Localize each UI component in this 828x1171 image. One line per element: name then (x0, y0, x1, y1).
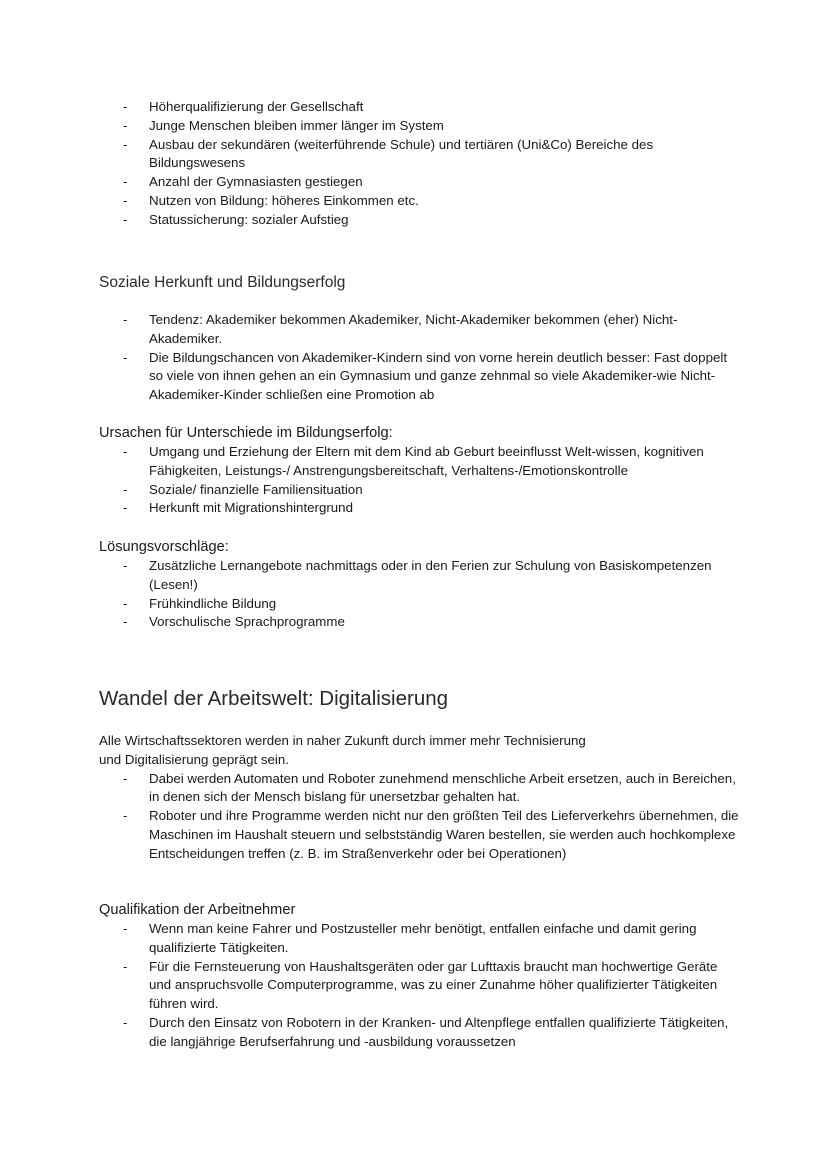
wandel-body (99, 732, 739, 864)
list-item: - Roboter und ihre Programme werden nicht nur den größten Teil des Lieferverkehrs übernehmen, die Maschinen im Haushalt steuern und selbstständig Waren bestellen, sie werden auch hochkomplexe Entscheidungen treffen (z. B. im Straßenverkehr oder bei Operationen) (99, 807, 739, 863)
list-item: - Umgang und Erziehung der Eltern mit dem Kind ab Geburt beeinflusst Welt-wissen, kognitiven Fähigkeiten, Leistungs-/ Anstrengungsbereitschaft, Verhaltens-/Emotionskontrolle (99, 443, 739, 481)
herkunft-list (99, 311, 739, 405)
list-item: - Frühkindliche Bildung (99, 595, 739, 614)
herkunft-section (99, 273, 739, 293)
loesungen-heading: Lösungsvorschläge: (99, 539, 229, 555)
ursachen-heading: Ursachen für Unterschiede im Bildungserfolg: (99, 425, 393, 441)
wandel-intro-line1: Alle Wirtschaftssektoren werden in naher Zukunft durch immer mehr Technisierung (99, 733, 586, 748)
intro-section (99, 98, 739, 230)
wandel-section (99, 686, 739, 712)
loesungen-section (99, 538, 739, 632)
ursachen-list (99, 443, 739, 518)
ursachen-section (99, 424, 739, 518)
list-item: - Herkunft mit Migrationshintergrund (99, 499, 739, 518)
herkunft-heading: Soziale Herkunft und Bildungserfolg (99, 274, 346, 291)
wandel-list (99, 770, 739, 864)
list-item: - Für die Fernsteuerung von Haushaltsgeräten oder gar Lufttaxis braucht man hochwertige Geräte und anspruchsvolle Computerprogramme, was zu einer Zunahme höher qualifizierter Tätigkeiten führen wird. (99, 958, 739, 1014)
intro-list (99, 98, 739, 230)
list-item: - Dabei werden Automaten und Roboter zunehmend menschliche Arbeit ersetzen, auch in Bereichen, in denen sich der Mensch bislang für unersetzbar gehalten hat. (99, 770, 739, 808)
list-item: - Wenn man keine Fahrer und Postzusteller mehr benötigt, entfallen einfache und damit gering qualifizierte Tätigkeiten. (99, 920, 739, 958)
wandel-intro-line2: und Digitalisierung geprägt sein. (99, 751, 289, 767)
list-item: - Soziale/ finanzielle Familiensituation (99, 481, 739, 500)
loesungen-list (99, 557, 739, 632)
list-item: - Zusätzliche Lernangebote nachmittags oder in den Ferien zur Schulung von Basiskompetenzen (Lesen!) (99, 557, 739, 595)
list-item: - Höherqualifizierung der Gesellschaft (99, 98, 739, 117)
list-item: - Ausbau der sekundären (weiterführende Schule) und tertiären (Uni&Co) Bereiche des Bildungswesens (99, 136, 739, 174)
qualifikation-heading: Qualifikation der Arbeitnehmer (99, 902, 296, 918)
qualifikation-list (99, 920, 739, 1052)
list-item: - Anzahl der Gymnasiasten gestiegen (99, 173, 739, 192)
list-item: - Statussicherung: sozialer Aufstieg (99, 211, 739, 230)
qualifikation-section (99, 901, 739, 1052)
list-item: - Vorschulische Sprachprogramme (99, 613, 739, 632)
list-item: - Durch den Einsatz von Robotern in der Kranken- und Altenpflege entfallen qualifizierte Tätigkeiten, die langjährige Berufserfahrung und -ausbildung voraussetzen (99, 1014, 739, 1052)
herkunft-list-block (99, 311, 739, 405)
list-item: - Tendenz: Akademiker bekommen Akademiker, Nicht-Akademiker bekommen (eher) Nicht-Akademiker. (99, 311, 739, 349)
list-item: - Die Bildungschancen von Akademiker-Kindern sind von vorne herein deutlich besser: Fast doppelt so viele von ihnen gehen an ein Gymnasium und ganze zehnmal so viele Akademiker-wie Nicht-Akademiker-Kinder schließen eine Promotion ab (99, 349, 739, 405)
wandel-heading: Wandel der Arbeitswelt: Digitalisierung (99, 687, 449, 710)
list-item: - Junge Menschen bleiben immer länger im System (99, 117, 739, 136)
list-item: - Nutzen von Bildung: höheres Einkommen etc. (99, 192, 739, 211)
